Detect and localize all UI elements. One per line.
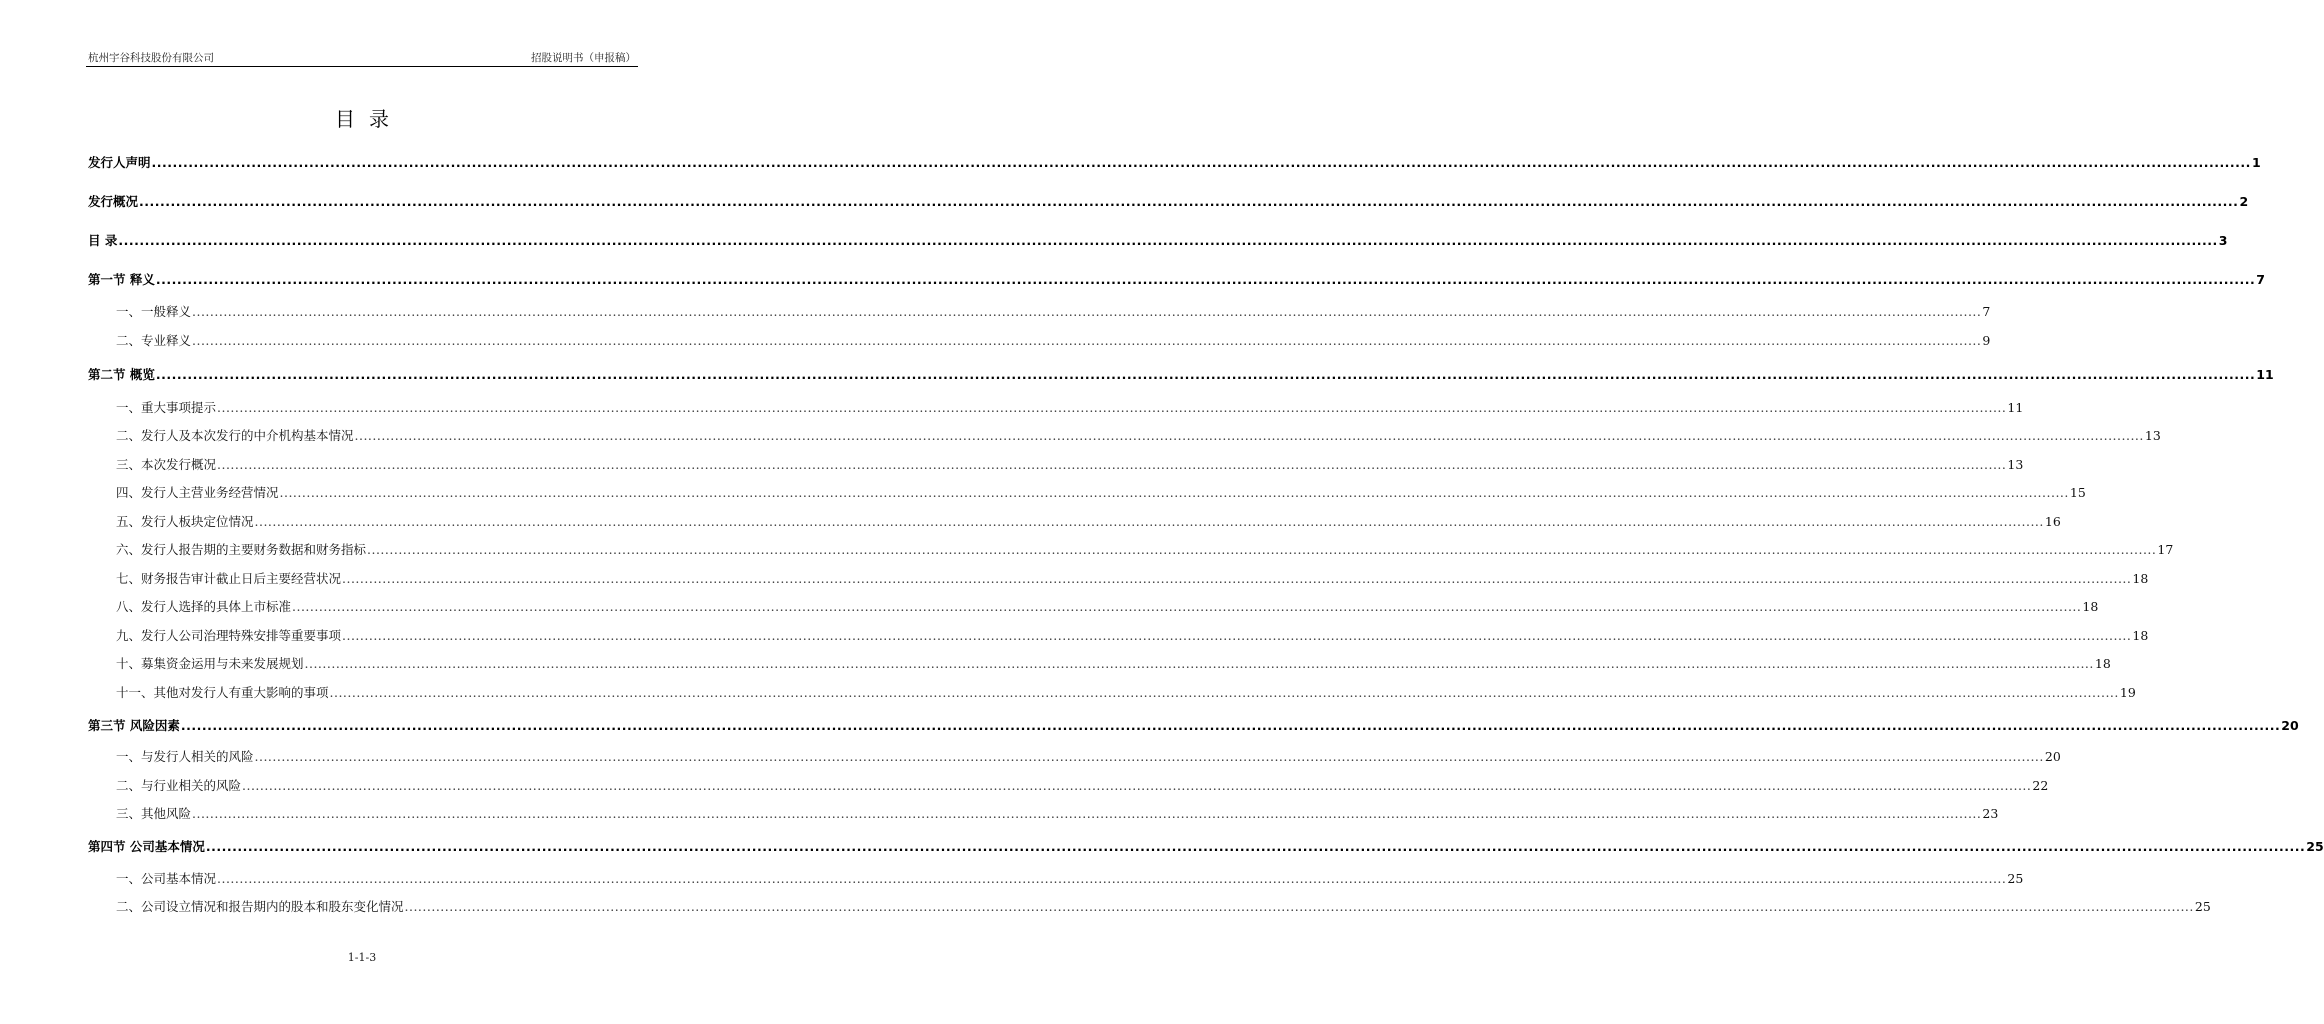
toc-entry[interactable] <box>88 716 2299 736</box>
toc-entry[interactable] <box>88 683 2136 703</box>
toc-entry-label: 六、发行人报告期的主要财务数据和财务指标 <box>116 542 367 557</box>
toc-entry[interactable] <box>88 869 2024 889</box>
toc-leader-dots: ................................................................................................................................................................................................................................................................................................................................................................................................................ <box>254 514 2044 529</box>
toc-leader-dots: ................................................................................................................................................................................................................................................................................................................................................................................................................ <box>279 485 2069 500</box>
toc-entry-label: 三、其他风险 <box>116 806 192 821</box>
toc-leader-dots: ................................................................................................................................................................................................................................................................................................................................................................................................................ <box>180 718 2281 733</box>
toc-entry-page: 20 <box>2044 749 2061 764</box>
toc-entry-label: 二、发行人及本次发行的中介机构基本情况 <box>116 428 354 443</box>
toc-entry[interactable] <box>88 192 2249 212</box>
toc-entry-page: 7 <box>1982 304 1991 319</box>
toc-entry-page: 22 <box>2032 778 2049 793</box>
toc-leader-dots: ................................................................................................................................................................................................................................................................................................................................................................................................................ <box>139 194 2239 209</box>
toc-entry-page: 11 <box>2256 367 2274 382</box>
toc-entry-page: 20 <box>2281 718 2299 733</box>
toc-entry-page: 2 <box>2239 194 2249 209</box>
toc-leader-dots: ................................................................................................................................................................................................................................................................................................................................................................................................................ <box>205 839 2306 854</box>
toc-entry-page: 25 <box>2007 871 2024 886</box>
toc-entry-page: 25 <box>2194 899 2211 914</box>
header-doc-type: 招股说明书（申报稿） <box>531 52 636 64</box>
toc-entry-label: 十、募集资金运用与未来发展规划 <box>116 656 304 671</box>
toc-entry[interactable] <box>88 231 2228 251</box>
toc-entry-label: 八、发行人选择的具体上市标准 <box>116 599 292 614</box>
toc-entry[interactable] <box>88 747 2061 767</box>
toc-entry[interactable] <box>88 153 2261 173</box>
toc-entry-page: 19 <box>2119 685 2136 700</box>
toc-leader-dots: ................................................................................................................................................................................................................................................................................................................................................................................................................ <box>254 749 2044 764</box>
header-company: 杭州宇谷科技股份有限公司 <box>88 52 214 64</box>
toc-entry[interactable] <box>88 597 2099 617</box>
toc-entry[interactable] <box>88 302 1991 322</box>
toc-entry-label: 目 录 <box>88 233 118 248</box>
toc-entry-label: 发行概况 <box>88 194 139 209</box>
toc-entry-label: 一、一般释义 <box>116 304 192 319</box>
toc-entry-page: 18 <box>2132 628 2149 643</box>
toc-entry[interactable] <box>88 426 2161 446</box>
toc-entry-label: 第三节 风险因素 <box>88 718 180 733</box>
toc-entry-label: 七、财务报告审计截止日后主要经营状况 <box>116 571 342 586</box>
toc-leader-dots: ................................................................................................................................................................................................................................................................................................................................................................................................................ <box>151 155 2251 170</box>
toc-leader-dots: ................................................................................................................................................................................................................................................................................................................................................................................................................ <box>217 871 2007 886</box>
toc-entry[interactable] <box>88 483 2086 503</box>
toc-entry-page: 25 <box>2306 839 2324 854</box>
toc-entry[interactable] <box>88 512 2061 532</box>
toc-entry-label: 三、本次发行概况 <box>116 457 217 472</box>
toc-leader-dots: ................................................................................................................................................................................................................................................................................................................................................................................................................ <box>342 628 2132 643</box>
toc-leader-dots: ................................................................................................................................................................................................................................................................................................................................................................................................................ <box>292 599 2082 614</box>
toc-entry-label: 四、发行人主营业务经营情况 <box>116 485 279 500</box>
toc-entry-label: 发行人声明 <box>88 155 151 170</box>
toc-entry[interactable] <box>88 837 2324 857</box>
toc-leader-dots: ................................................................................................................................................................................................................................................................................................................................................................................................................ <box>118 233 2218 248</box>
toc-entry-label: 十一、其他对发行人有重大影响的事项 <box>116 685 329 700</box>
toc-entry[interactable] <box>88 654 2111 674</box>
toc-entry[interactable] <box>88 540 2174 560</box>
toc-entry-page: 7 <box>2256 272 2265 287</box>
toc-entry-page: 17 <box>2157 542 2174 557</box>
header-rule <box>86 66 638 67</box>
toc-entry[interactable] <box>88 626 2149 646</box>
toc-entry[interactable] <box>88 569 2149 589</box>
toc-entry[interactable] <box>88 365 2274 385</box>
page-title: 目录 <box>335 107 403 131</box>
toc-entry-page: 16 <box>2044 514 2061 529</box>
toc-leader-dots: ................................................................................................................................................................................................................................................................................................................................................................................................................ <box>155 367 2256 382</box>
toc-entry-page: 13 <box>2144 428 2161 443</box>
toc-entry[interactable] <box>88 776 2049 796</box>
toc-entry-label: 第二节 概览 <box>88 367 155 382</box>
toc-entry-page: 15 <box>2069 485 2086 500</box>
toc-entry-page: 18 <box>2094 656 2111 671</box>
toc-entry-label: 二、与行业相关的风险 <box>116 778 242 793</box>
toc-entry[interactable] <box>88 804 1999 824</box>
toc-entry-page: 18 <box>2082 599 2099 614</box>
toc-entry-label: 第一节 释义 <box>88 272 155 287</box>
toc-entry[interactable] <box>88 331 1991 351</box>
toc-entry[interactable] <box>88 398 2024 418</box>
toc-leader-dots: ................................................................................................................................................................................................................................................................................................................................................................................................................ <box>342 571 2132 586</box>
toc-entry-page: 23 <box>1982 806 1999 821</box>
toc-entry-label: 一、与发行人相关的风险 <box>116 749 254 764</box>
toc-entry-label: 九、发行人公司治理特殊安排等重要事项 <box>116 628 342 643</box>
toc-leader-dots: ................................................................................................................................................................................................................................................................................................................................................................................................................ <box>329 685 2119 700</box>
toc-entry[interactable] <box>88 270 2265 290</box>
toc-entry[interactable] <box>88 455 2024 475</box>
toc-entry-page: 11 <box>2007 400 2024 415</box>
toc-leader-dots: ................................................................................................................................................................................................................................................................................................................................................................................................................ <box>155 272 2256 287</box>
toc-entry-label: 二、专业释义 <box>116 333 192 348</box>
toc-entry-label: 一、公司基本情况 <box>116 871 217 886</box>
toc-entry-label: 二、公司设立情况和报告期内的股本和股东变化情况 <box>116 899 404 914</box>
toc-entry-label: 一、重大事项提示 <box>116 400 217 415</box>
toc-entry-page: 18 <box>2132 571 2149 586</box>
toc-entry-label: 五、发行人板块定位情况 <box>116 514 254 529</box>
toc-leader-dots: ................................................................................................................................................................................................................................................................................................................................................................................................................ <box>192 806 1982 821</box>
toc-entry-page: 13 <box>2007 457 2024 472</box>
toc-leader-dots: ................................................................................................................................................................................................................................................................................................................................................................................................................ <box>367 542 2157 557</box>
toc-leader-dots: ................................................................................................................................................................................................................................................................................................................................................................................................................ <box>217 457 2007 472</box>
toc-leader-dots: ................................................................................................................................................................................................................................................................................................................................................................................................................ <box>217 400 2007 415</box>
toc-leader-dots: ................................................................................................................................................................................................................................................................................................................................................................................................................ <box>304 656 2094 671</box>
toc-leader-dots: ................................................................................................................................................................................................................................................................................................................................................................................................................ <box>192 333 1982 348</box>
toc-entry-page: 3 <box>2218 233 2228 248</box>
toc-entry[interactable] <box>88 897 2211 917</box>
toc-leader-dots: ................................................................................................................................................................................................................................................................................................................................................................................................................ <box>354 428 2144 443</box>
toc-entry-page: 9 <box>1982 333 1991 348</box>
toc-leader-dots: ................................................................................................................................................................................................................................................................................................................................................................................................................ <box>404 899 2194 914</box>
toc-leader-dots: ................................................................................................................................................................................................................................................................................................................................................................................................................ <box>242 778 2032 793</box>
page-number: 1-1-3 <box>347 951 377 964</box>
toc-entry-label: 第四节 公司基本情况 <box>88 839 205 854</box>
toc-entry-page: 1 <box>2251 155 2261 170</box>
toc-leader-dots: ................................................................................................................................................................................................................................................................................................................................................................................................................ <box>192 304 1982 319</box>
